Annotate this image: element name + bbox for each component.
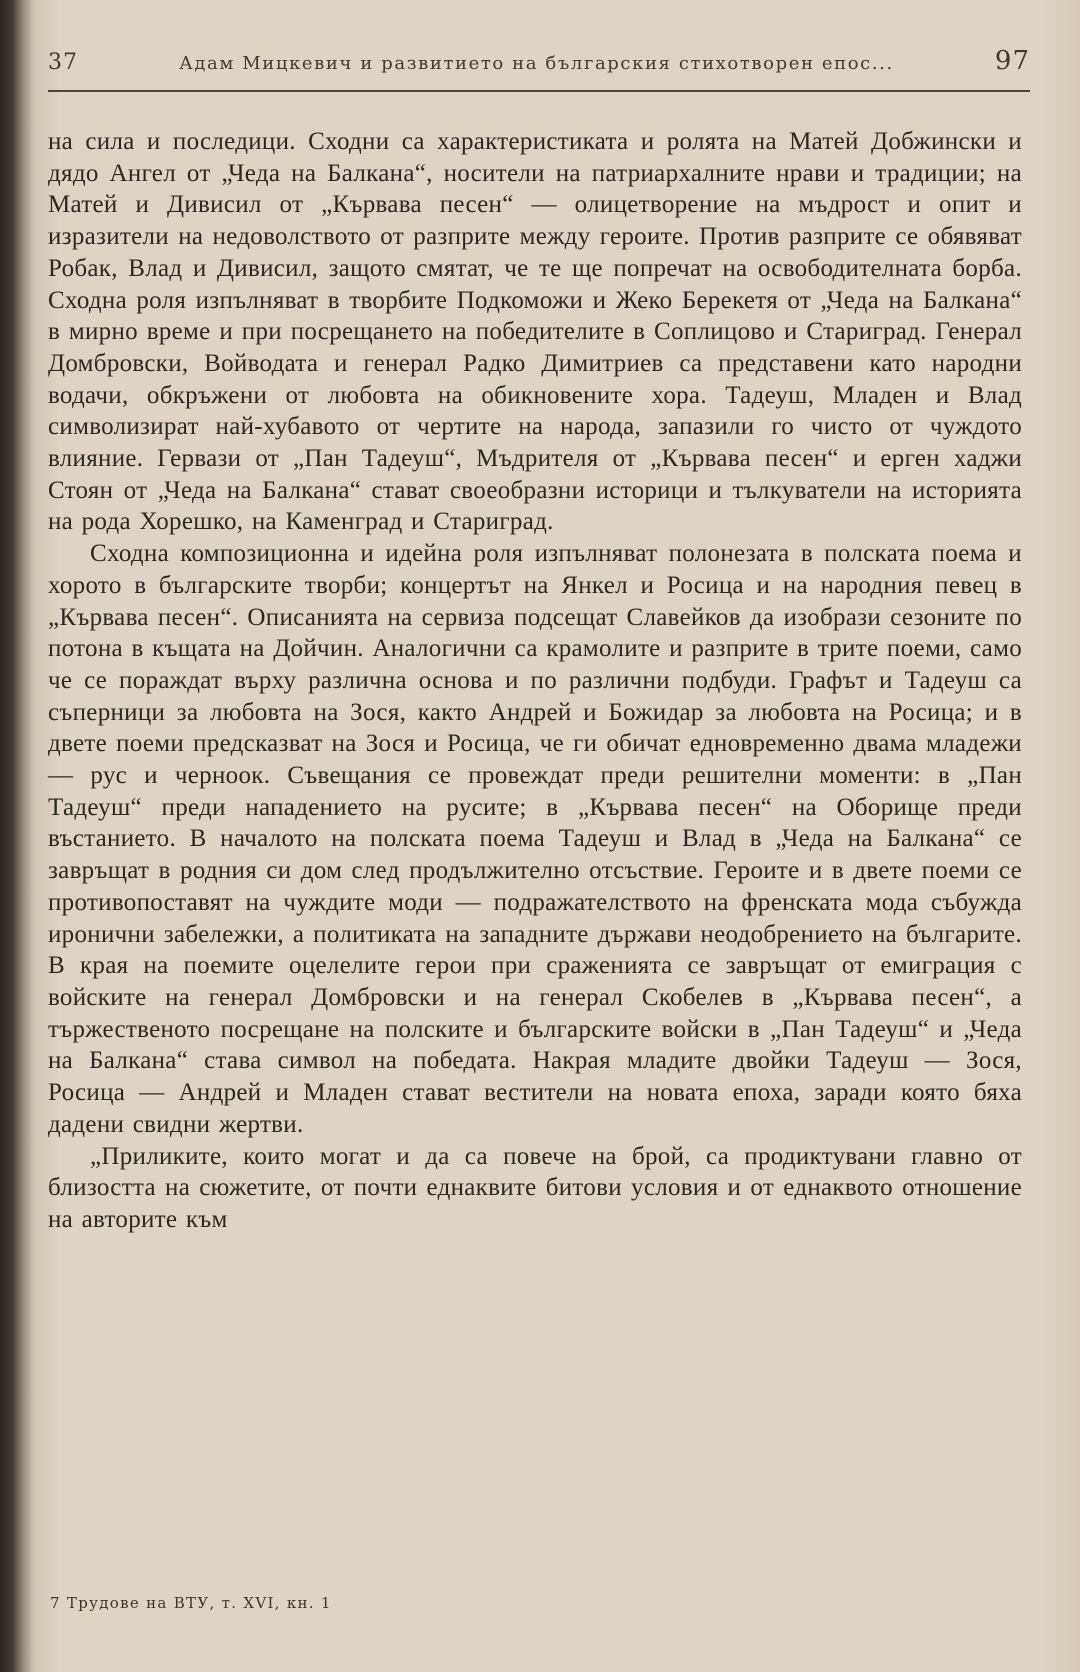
header-left-number: 37 bbox=[48, 50, 78, 75]
page-header bbox=[48, 46, 1030, 90]
paragraph-1: на сила и последици. Сходни са характеристиката и ролята на Матей Добжински и дядо Ангел от „Чеда на Балкана“, носители на патриархалните нрави и традиции; на Матей и Дивисил от „Кървава песен“ — олицетворение на мъдрост и опит и изразители на недоволството от разприте между героите. Против разприте се обявяват Робак, Влад и Дивисил, защото смятат, че те ще попречат на освободителната борба. Сходна роля изпълняват в творбите Подкоможи и Жеко Берекетя от „Чеда на Балкана“ в мирно време и при посрещането на победителите в Соплицово и Стариград. Генерал Домбровски, Войводата и генерал Радко Димитриев са представени като народни водачи, обкръжени от любовта на обикновените хора. Тадеуш, Младен и Влад символизират най-хубавото от чертите на народа, запазили го чисто от чуждото влияние. Гервази от „Пан Тадеуш“, Мъдрителя от „Кървава песен“ и ерген хаджи Стоян от „Чеда на Балкана“ стават своеобразни историци и тълкуватели на историята на рода Хорешко, на Каменград и Стариград. bbox=[48, 128, 1022, 536]
page-number: 97 bbox=[994, 46, 1030, 76]
paragraph-3: „Приликите, които могат и да са повече на брой, са продиктувани главно от близостта на сюжетите, от почти еднаквите битови условия и от еднаквото отношение на авторите към bbox=[48, 1142, 1022, 1233]
paragraph-2: Сходна композиционна и идейна роля изпълняват полонезата в полската поема и хорото в българските творби; концертът на Янкел и Росица и на народния певец в „Кървава песен“. Описанията на сервиза подсещат Славейков да изобрази сезоните по потона в къщата на Дойчин. Аналогични са крамолите и разприте в трите поеми, само че се пораждат върху различна основа и по различни подбуди. Графът и Тадеуш са съперници за любовта на Зося, както Андрей и Божидар за любовта на Росица; и в двете поеми предсказват на Зося и Росица, че ги обичат едновременно двама младежи — рус и черноок. Съвещания се провеждат преди решителни моменти: в „Пан Тадеуш“ преди нападението на русите; в „Кървава песен“ на Оборище преди въстанието. В началото на полската поема Тадеуш и Влад в „Чеда на Балкана“ се завръщат в родния си дом след продължително отсъствие. Героите и в двете поеми се противопоставят на чуждите моди — подражателството на френската мода събужда иронични забележки, а политиката на западните държави неодобрението на българите. В края на поемите оцелелите герои при сраженията се завръщат от емиграция с войските на генерал Домбровски и на генерал Скобелев в „Кървава песен“, а тържественото посрещане на полските и българските войски в „Пан Тадеуш“ и „Чеда на Балкана“ става символ на победата. Накрая младите двойки Тадеуш — Зося, Росица — Андрей и Младен стават вестители на новата епоха, заради която бяха дадени свидни жертви. bbox=[48, 540, 1022, 1138]
body-text bbox=[48, 126, 1022, 1236]
header-rule bbox=[48, 90, 1030, 92]
running-title: Адам Мицкевич и развитието на българския стихотворен епос... bbox=[179, 53, 894, 74]
signature-footnote: 7 Трудове на ВТУ, т. XVI, кн. 1 bbox=[50, 1594, 332, 1612]
